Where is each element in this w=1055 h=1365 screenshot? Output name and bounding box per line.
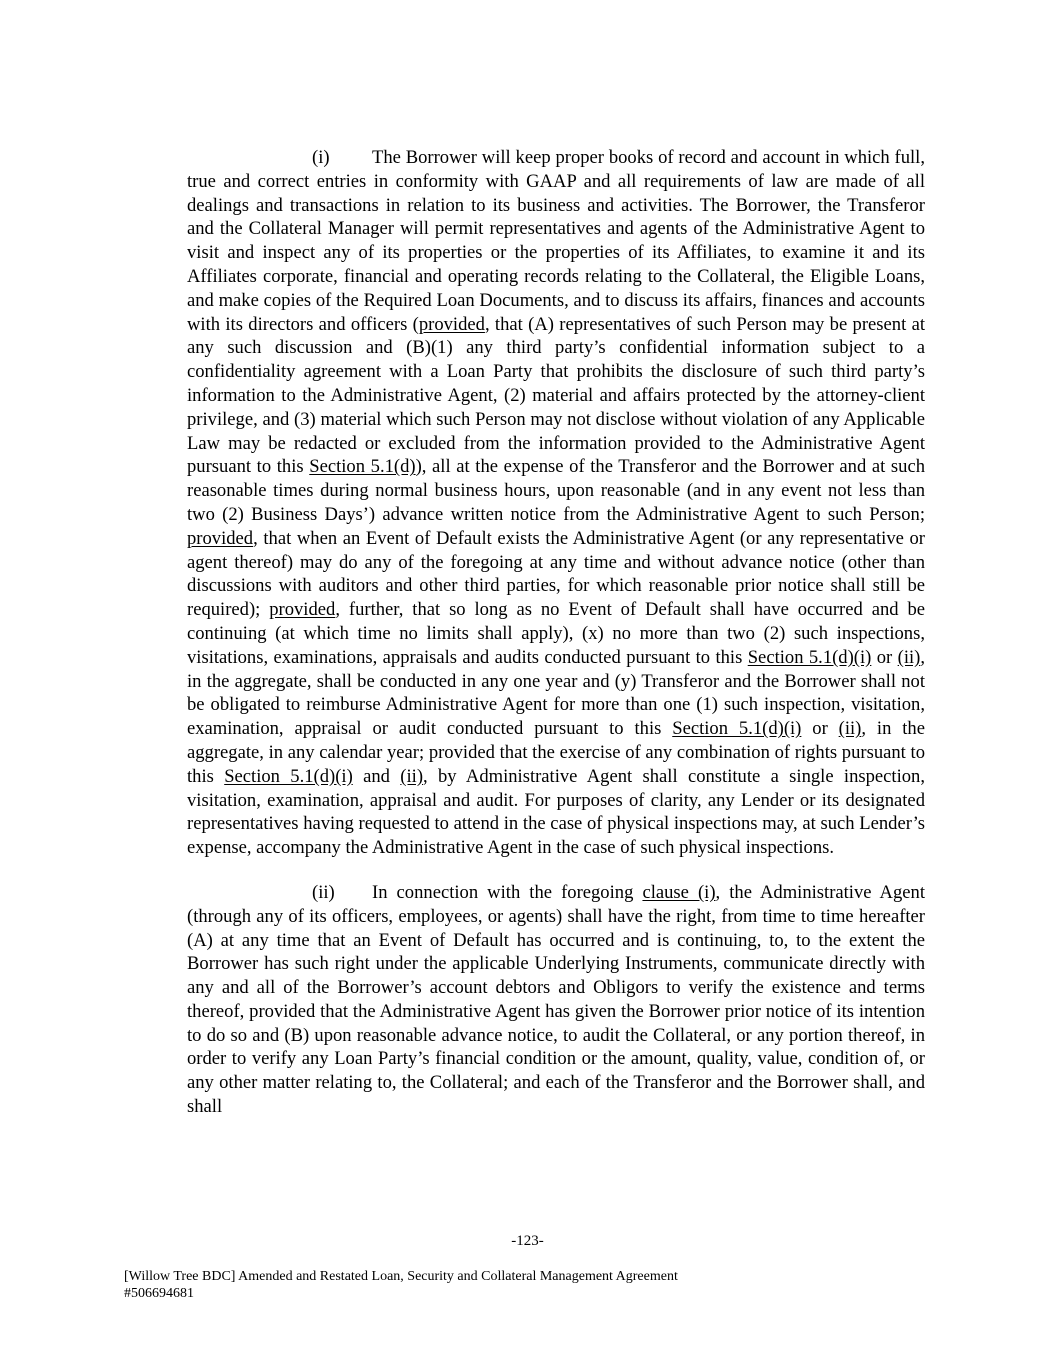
section-reference: Section 5.1(d)(i) (672, 718, 802, 740)
footer-doc-id: #506694681 (124, 1286, 194, 1301)
section-reference: (ii) (400, 765, 424, 787)
text-run: , that (A) representatives of such Person may be present at any such discussion and (B)(1) any third party’s confidential information subject to a confidentiality agreement with a Loan Party that prohibits the disclosure of such third party’s information to the Administrative Agent, (2) material and affairs protected by the attorney-client privilege, and (3) material which such Person may not disclose without violation of any Applicable Law may be redacted or excluded from the information provided to the Administrative Agent pursuant to this (187, 313, 925, 478)
text-run: In connection with the foregoing (372, 881, 643, 903)
text-run: and (352, 765, 401, 787)
text-run: or (871, 646, 898, 668)
text-run: , in the aggregate, shall be conducted in any one year and (y) Transferor and the Borrower shall not be obligated to reimburse Administrative Agent for more than one (1) such inspection, visitation, examination, appraisal or audit conducted pursuant to this (187, 646, 925, 740)
footer-title: [Willow Tree BDC] Amended and Restated Loan, Security and Collateral Management Agreement (124, 1269, 678, 1284)
text-run: , by Administrative Agent shall constitute a single inspection, visitation, examination, appraisal and audit. For purposes of clarity, any Lender or its designated representatives having requested to attend in the case of physical inspections may, at such Lender’s expense, accompany the Administrative Agent in the case of such physical inspections. (187, 765, 925, 859)
text-run: , that when an Event of Default exists the Administrative Agent (or any representative or agent thereof) may do any of the foregoing at any time and without advance notice (other than discussions with auditors and other third parties, for which reasonable prior notice shall still be required); (187, 527, 925, 621)
underlined-term: provided (269, 599, 336, 621)
clause-reference: clause (i) (642, 881, 716, 903)
text-run: , in the aggregate, in any calendar year; provided that the exercise of any combination of rights pursuant to this (187, 718, 925, 787)
document-footer (124, 1268, 678, 1302)
section-reference: (ii) (838, 718, 862, 740)
section-reference: (ii) (897, 646, 921, 668)
paragraph-ii (187, 881, 925, 1119)
section-reference: Section 5.1(d)(i) (747, 646, 872, 668)
text-run: , the Administrative Agent (through any of its officers, employees, or agents) shall have the right, from time to time hereafter (A) at any time that an Event of Default has occurred and is continuing, to, to the extent the Borrower has such right under the applicable Underlying Instruments, communicate directly with any and all of the Borrower’s account debtors and Obligors to verify the existence and terms thereof, provided that the Administrative Agent has given the Borrower prior notice of its intention to do so and (B) upon reasonable advance notice, to audit the Collateral, or any portion thereof, in order to verify any Loan Party’s financial condition or the amount, quality, value, condition of, or any other matter relating to, the Collateral; and each of the Transferor and the Borrower shall, and shall (187, 881, 925, 1118)
section-reference: Section 5.1(d) (309, 456, 416, 478)
clause-number: (ii) (312, 881, 335, 903)
paragraph-i (187, 146, 925, 860)
section-reference: Section 5.1(d)(i) (224, 765, 353, 787)
underlined-term: provided (418, 313, 485, 335)
text-run: , further, that so long as no Event of Default shall have occurred and be continuing (at which time no limits shall apply), (x) no more than two (2) such inspections, visitations, examinations, appraisals and audits conducted pursuant to this (187, 599, 926, 668)
text-run: The Borrower will keep proper books of record and account in which full, true and correct entries in conformity with GAAP and all requirements of law are made of all dealings and transactions in relation to its business and activities. The Borrower, the Transferor and the Collateral Manager will permit representatives and agents of the Administrative Agent to visit and inspect any of its properties or the properties of its Affiliates, to examine it and its Affiliates corporate, financial and operating records relating to the Collateral, the Eligible Loans, and make copies of the Required Loan Documents, and to discuss its affairs, finances and accounts with its directors and officers ( (187, 147, 925, 335)
text-run: or (801, 718, 839, 740)
text-run: ), all at the expense of the Transferor and the Borrower and at such reasonable times during normal business hours, upon reasonable (and in any event not less than two (2) Business Days’) advance written notice from the Administrative Agent to such Person; (187, 456, 926, 525)
underlined-term: provided (187, 527, 254, 549)
clause-number: (i) (312, 147, 330, 168)
page-number: -123- (511, 1233, 544, 1249)
document-body (187, 146, 925, 1119)
